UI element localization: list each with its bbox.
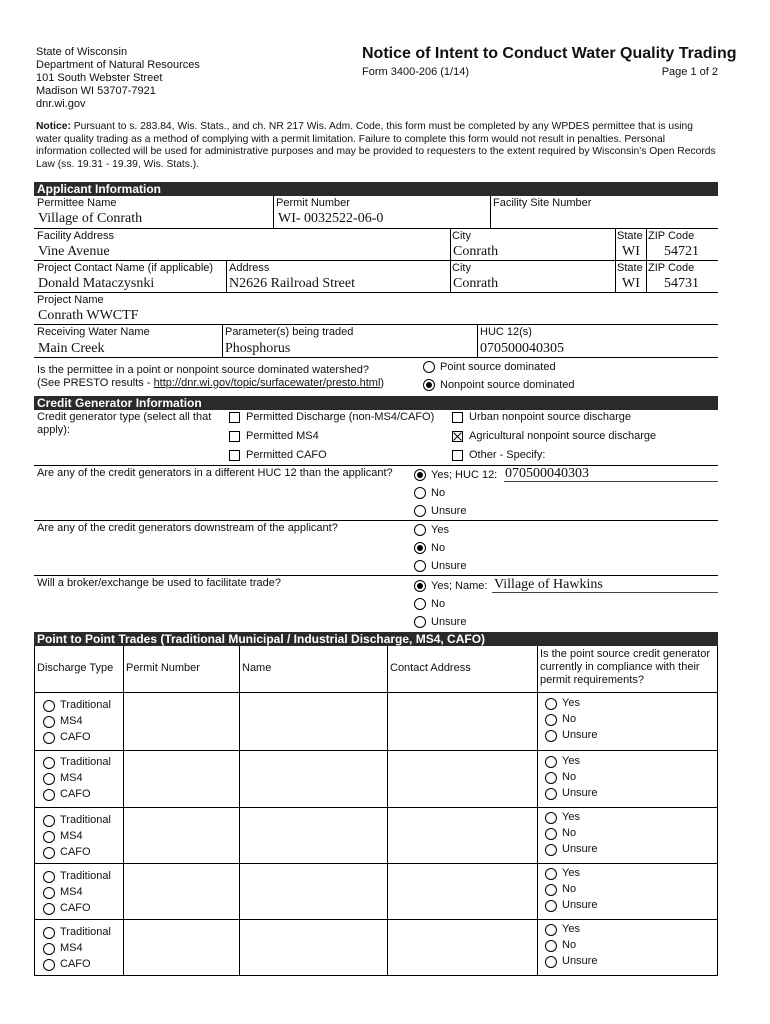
different-huc-no-radio[interactable] bbox=[414, 487, 426, 499]
presto-prefix: (See PRESTO results - bbox=[37, 377, 154, 389]
different-huc-value-field[interactable]: 070500040303 bbox=[505, 466, 589, 481]
contact-address-field[interactable]: N2626 Railroad Street bbox=[229, 276, 355, 291]
facility-site-number-label: Facility Site Number bbox=[493, 197, 592, 209]
compliance-no-radio[interactable] bbox=[545, 828, 557, 840]
downstream-yes-label: Yes bbox=[431, 524, 449, 536]
compliance-no-radio[interactable] bbox=[545, 714, 557, 726]
agency-city: Madison WI 53707-7921 bbox=[36, 85, 156, 97]
traditional-radio[interactable] bbox=[43, 815, 55, 827]
facility-address-label: Facility Address bbox=[37, 230, 115, 242]
agency-website: dnr.wi.gov bbox=[36, 98, 86, 110]
permittee-name-field[interactable]: Village of Conrath bbox=[38, 211, 143, 226]
different-huc-unsure-radio[interactable] bbox=[414, 505, 426, 517]
compliance-yes-label: Yes bbox=[562, 923, 580, 935]
agency-block bbox=[36, 46, 200, 111]
col-permit-number: Permit Number bbox=[126, 662, 200, 674]
compliance-no-radio[interactable] bbox=[545, 772, 557, 784]
traditional-radio[interactable] bbox=[43, 700, 55, 712]
other-checkbox[interactable] bbox=[452, 450, 463, 461]
contact-state-label: State bbox=[617, 262, 643, 274]
traditional-label: Traditional bbox=[60, 699, 111, 711]
compliance-no-label: No bbox=[562, 771, 577, 783]
permitted-cafo-label: Permitted CAFO bbox=[246, 449, 327, 461]
downstream-question: Are any of the credit generators downstream of the applicant? bbox=[37, 522, 338, 534]
broker-name-field[interactable]: Village of Hawkins bbox=[494, 577, 603, 592]
table-row bbox=[34, 863, 718, 919]
compliance-no-radio[interactable] bbox=[545, 940, 557, 952]
compliance-yes-radio[interactable] bbox=[545, 812, 557, 824]
form-title: Notice of Intent to Conduct Water Quality Trading bbox=[362, 45, 737, 62]
broker-no-radio[interactable] bbox=[414, 598, 426, 610]
contact-state-field[interactable]: WI bbox=[622, 276, 640, 291]
point-source-radio[interactable] bbox=[423, 361, 435, 373]
huc-label: HUC 12(s) bbox=[480, 326, 532, 338]
permitted-ms4-checkbox[interactable] bbox=[229, 431, 240, 442]
watershed-question: Is the permittee in a point or nonpoint source dominated watershed? bbox=[37, 364, 370, 376]
ms4-radio[interactable] bbox=[43, 716, 55, 728]
different-huc-unsure-label: Unsure bbox=[431, 505, 467, 517]
receiving-water-field[interactable]: Main Creek bbox=[38, 341, 105, 356]
nonpoint-source-radio[interactable] bbox=[423, 379, 435, 391]
compliance-unsure-radio[interactable] bbox=[545, 730, 557, 742]
downstream-no-radio[interactable] bbox=[414, 542, 426, 554]
traditional-label: Traditional bbox=[60, 756, 111, 768]
project-name-field[interactable]: Conrath WWCTF bbox=[38, 308, 139, 323]
broker-yes-label: Yes; Name: bbox=[431, 580, 488, 592]
permittee-name-label: Permittee Name bbox=[37, 197, 117, 209]
compliance-unsure-radio[interactable] bbox=[545, 788, 557, 800]
compliance-no-label: No bbox=[562, 939, 577, 951]
cafo-radio[interactable] bbox=[43, 789, 55, 801]
notice-text: Pursuant to s. 283.84, Wis. Stats., and ch. NR 217 Wis. Adm. Code, this form must be completed by any WPDES permittee that is using water quality trading as a method of complying with a permit limitation. Failure to complete this form would not result in penalties. Personal information collected will be used for administrative purposes and may be provided to requesters to the extent required by Wisconsin's Open Records Law (ss. 19.31 - 19.39, Wis. Stats.). bbox=[36, 121, 716, 170]
table-row bbox=[34, 919, 718, 975]
ms4-label: MS4 bbox=[60, 830, 83, 842]
ms4-label: MS4 bbox=[60, 942, 83, 954]
facility-address-field[interactable]: Vine Avenue bbox=[38, 244, 110, 259]
compliance-yes-radio[interactable] bbox=[545, 698, 557, 710]
ms4-label: MS4 bbox=[60, 772, 83, 784]
form-number: Form 3400-206 (1/14) bbox=[362, 66, 469, 78]
contact-zip-label: ZIP Code bbox=[648, 262, 695, 274]
project-contact-field[interactable]: Donald Mataczysnki bbox=[38, 276, 155, 291]
table-row bbox=[34, 750, 718, 807]
compliance-yes-label: Yes bbox=[562, 811, 580, 823]
ms4-radio[interactable] bbox=[43, 943, 55, 955]
presto-link[interactable]: http://dnr.wi.gov/topic/surfacewater/presto.html bbox=[153, 377, 381, 389]
compliance-unsure-label: Unsure bbox=[562, 729, 598, 741]
different-huc-yes-label: Yes; HUC 12: bbox=[431, 469, 498, 481]
permitted-ms4-label: Permitted MS4 bbox=[246, 430, 319, 442]
receiving-water-label: Receiving Water Name bbox=[37, 326, 150, 338]
traditional-label: Traditional bbox=[60, 926, 111, 938]
table-row bbox=[34, 807, 718, 863]
col-compliance: Is the point source credit generator currently in compliance with their permit requirements? bbox=[540, 648, 710, 686]
agricultural-nonpoint-checkbox[interactable] bbox=[452, 431, 463, 442]
cafo-label: CAFO bbox=[60, 958, 91, 970]
traditional-radio[interactable] bbox=[43, 871, 55, 883]
compliance-no-label: No bbox=[562, 713, 577, 725]
broker-question: Will a broker/exchange be used to facilitate trade? bbox=[37, 577, 281, 589]
nonpoint-source-label: Nonpoint source dominated bbox=[440, 379, 575, 391]
compliance-unsure-radio[interactable] bbox=[545, 900, 557, 912]
ms4-radio[interactable] bbox=[43, 887, 55, 899]
project-name-label: Project Name bbox=[37, 294, 104, 306]
facility-city-field[interactable]: Conrath bbox=[453, 244, 499, 259]
applicant-section-header: Applicant Information bbox=[34, 182, 718, 196]
ms4-label: MS4 bbox=[60, 886, 83, 898]
cafo-label: CAFO bbox=[60, 731, 91, 743]
compliance-unsure-label: Unsure bbox=[562, 955, 598, 967]
project-contact-label: Project Contact Name (if applicable) bbox=[37, 262, 214, 274]
traditional-radio[interactable] bbox=[43, 757, 55, 769]
cafo-radio[interactable] bbox=[43, 732, 55, 744]
compliance-yes-label: Yes bbox=[562, 755, 580, 767]
huc-field[interactable]: 070500040305 bbox=[480, 341, 564, 356]
ms4-label: MS4 bbox=[60, 715, 83, 727]
permit-number-label: Permit Number bbox=[276, 197, 350, 209]
permitted-discharge-label: Permitted Discharge (non-MS4/CAFO) bbox=[246, 411, 435, 423]
parameter-field[interactable]: Phosphorus bbox=[225, 341, 291, 356]
compliance-unsure-label: Unsure bbox=[562, 843, 598, 855]
cafo-radio[interactable] bbox=[43, 847, 55, 859]
contact-address-label: Address bbox=[229, 262, 270, 274]
agency-street: 101 South Webster Street bbox=[36, 72, 163, 84]
broker-no-label: No bbox=[431, 598, 446, 610]
agency-state: State of Wisconsin bbox=[36, 46, 128, 58]
permit-number-field[interactable]: WI- 0032522-06-0 bbox=[278, 211, 384, 226]
facility-zip-field[interactable]: 54721 bbox=[664, 244, 699, 259]
compliance-yes-radio[interactable] bbox=[545, 756, 557, 768]
different-huc-no-label: No bbox=[431, 487, 446, 499]
page-number: Page 1 of 2 bbox=[661, 66, 718, 78]
compliance-yes-radio[interactable] bbox=[545, 868, 557, 880]
urban-nonpoint-label: Urban nonpoint source discharge bbox=[469, 411, 632, 423]
compliance-yes-radio[interactable] bbox=[545, 924, 557, 936]
point-source-label: Point source dominated bbox=[440, 361, 556, 373]
parameter-label: Parameter(s) being traded bbox=[225, 326, 354, 338]
col-name: Name bbox=[242, 662, 272, 674]
different-huc-yes-radio[interactable] bbox=[414, 469, 426, 481]
table-row bbox=[34, 692, 718, 749]
compliance-unsure-label: Unsure bbox=[562, 899, 598, 911]
cafo-label: CAFO bbox=[60, 788, 91, 800]
traditional-label: Traditional bbox=[60, 814, 111, 826]
facility-state-label: State bbox=[617, 230, 643, 242]
cafo-label: CAFO bbox=[60, 902, 91, 914]
traditional-label: Traditional bbox=[60, 870, 111, 882]
cafo-radio[interactable] bbox=[43, 903, 55, 915]
facility-zip-label: ZIP Code bbox=[648, 230, 695, 242]
permitted-discharge-checkbox[interactable] bbox=[229, 412, 240, 423]
facility-city-label: City bbox=[452, 230, 471, 242]
ms4-radio[interactable] bbox=[43, 773, 55, 785]
other-specify-label: Other - Specify: bbox=[469, 449, 546, 461]
compliance-no-label: No bbox=[562, 827, 577, 839]
downstream-unsure-label: Unsure bbox=[431, 560, 467, 572]
contact-zip-field[interactable]: 54731 bbox=[664, 276, 699, 291]
urban-nonpoint-checkbox[interactable] bbox=[452, 412, 463, 423]
credit-section-header: Credit Generator Information bbox=[34, 396, 718, 410]
downstream-no-label: No bbox=[431, 542, 446, 554]
broker-yes-radio[interactable] bbox=[414, 580, 426, 592]
broker-unsure-radio[interactable] bbox=[414, 616, 426, 628]
p2p-section-header: Point to Point Trades (Traditional Municipal / Industrial Discharge, MS4, CAFO) bbox=[34, 632, 718, 646]
ms4-radio[interactable] bbox=[43, 831, 55, 843]
broker-unsure-label: Unsure bbox=[431, 616, 467, 628]
notice-label: Notice: bbox=[36, 121, 71, 132]
contact-city-label: City bbox=[452, 262, 471, 274]
compliance-yes-label: Yes bbox=[562, 867, 580, 879]
permitted-cafo-checkbox[interactable] bbox=[229, 450, 240, 461]
compliance-unsure-label: Unsure bbox=[562, 787, 598, 799]
compliance-unsure-radio[interactable] bbox=[545, 956, 557, 968]
contact-city-field[interactable]: Conrath bbox=[453, 276, 499, 291]
compliance-no-radio[interactable] bbox=[545, 884, 557, 896]
compliance-yes-label: Yes bbox=[562, 697, 580, 709]
different-huc-question: Are any of the credit generators in a different HUC 12 than the applicant? bbox=[37, 467, 393, 479]
cafo-label: CAFO bbox=[60, 846, 91, 858]
traditional-radio[interactable] bbox=[43, 927, 55, 939]
compliance-no-label: No bbox=[562, 883, 577, 895]
compliance-unsure-radio[interactable] bbox=[545, 844, 557, 856]
presto-suffix: ) bbox=[380, 377, 385, 389]
agricultural-nonpoint-label: Agricultural nonpoint source discharge bbox=[469, 430, 657, 442]
downstream-unsure-radio[interactable] bbox=[414, 560, 426, 572]
cafo-radio[interactable] bbox=[43, 959, 55, 971]
col-contact-address: Contact Address bbox=[390, 662, 471, 674]
col-discharge-type: Discharge Type bbox=[37, 662, 114, 674]
agency-department: Department of Natural Resources bbox=[36, 59, 200, 71]
notice-paragraph bbox=[36, 121, 716, 171]
credit-type-label: Credit generator type (select all that apply): bbox=[37, 411, 212, 436]
presto-reference bbox=[37, 377, 384, 390]
facility-site-number-field[interactable] bbox=[493, 211, 717, 227]
facility-state-field[interactable]: WI bbox=[622, 244, 640, 259]
downstream-yes-radio[interactable] bbox=[414, 524, 426, 536]
